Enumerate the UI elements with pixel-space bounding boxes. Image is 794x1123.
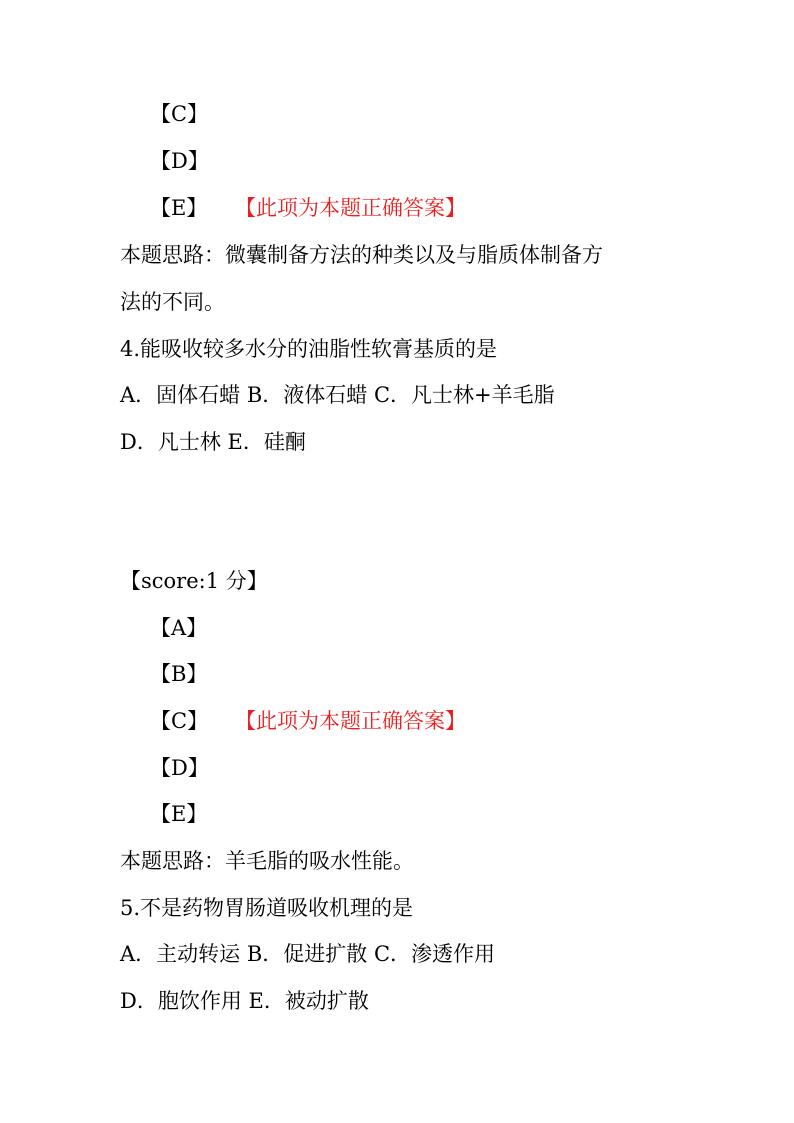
correct-answer-tag: 【此项为本题正确答案】 [235, 709, 466, 733]
explanation-text-continued: 法的不同。 [120, 290, 225, 314]
option-a [150, 614, 207, 642]
option-label: 【D】 [150, 756, 209, 780]
option-b [150, 660, 207, 688]
question-stem: 5.不是药物胃肠道吸收机理的是 [120, 896, 414, 920]
option-c [150, 100, 208, 128]
option-label: 【C】 [150, 102, 209, 126]
correct-answer-tag: 【此项为本题正确答案】 [235, 196, 466, 220]
option-label: 【D】 [150, 149, 209, 173]
option-e [150, 800, 207, 828]
question-stem: 4.能吸收较多水分的油脂性软膏基质的是 [120, 337, 498, 361]
question-choices-continued: D．胞饮作用 E．被动扩散 [120, 989, 369, 1013]
option-label: 【E】 [150, 802, 208, 826]
option-label: 【B】 [150, 662, 208, 686]
question-choices-continued: D．凡士林 E．硅酮 [120, 430, 306, 454]
option-label: 【E】 [150, 196, 208, 220]
option-label: 【A】 [150, 616, 208, 640]
option-label: 【C】 [150, 709, 209, 733]
explanation-text: 本题思路：微囊制备方法的种类以及与脂质体制备方 [120, 243, 603, 267]
score-label: 【score:1 分】 [120, 569, 268, 593]
explanation-text: 本题思路：羊毛脂的吸水性能。 [120, 849, 414, 873]
option-d [150, 754, 209, 782]
option-c [150, 707, 208, 735]
question-choices: A．固体石蜡 B．液体石蜡 C．凡士林+羊毛脂 [120, 383, 555, 407]
question-choices: A．主动转运 B．促进扩散 C．渗透作用 [120, 942, 496, 966]
option-d [150, 147, 209, 175]
